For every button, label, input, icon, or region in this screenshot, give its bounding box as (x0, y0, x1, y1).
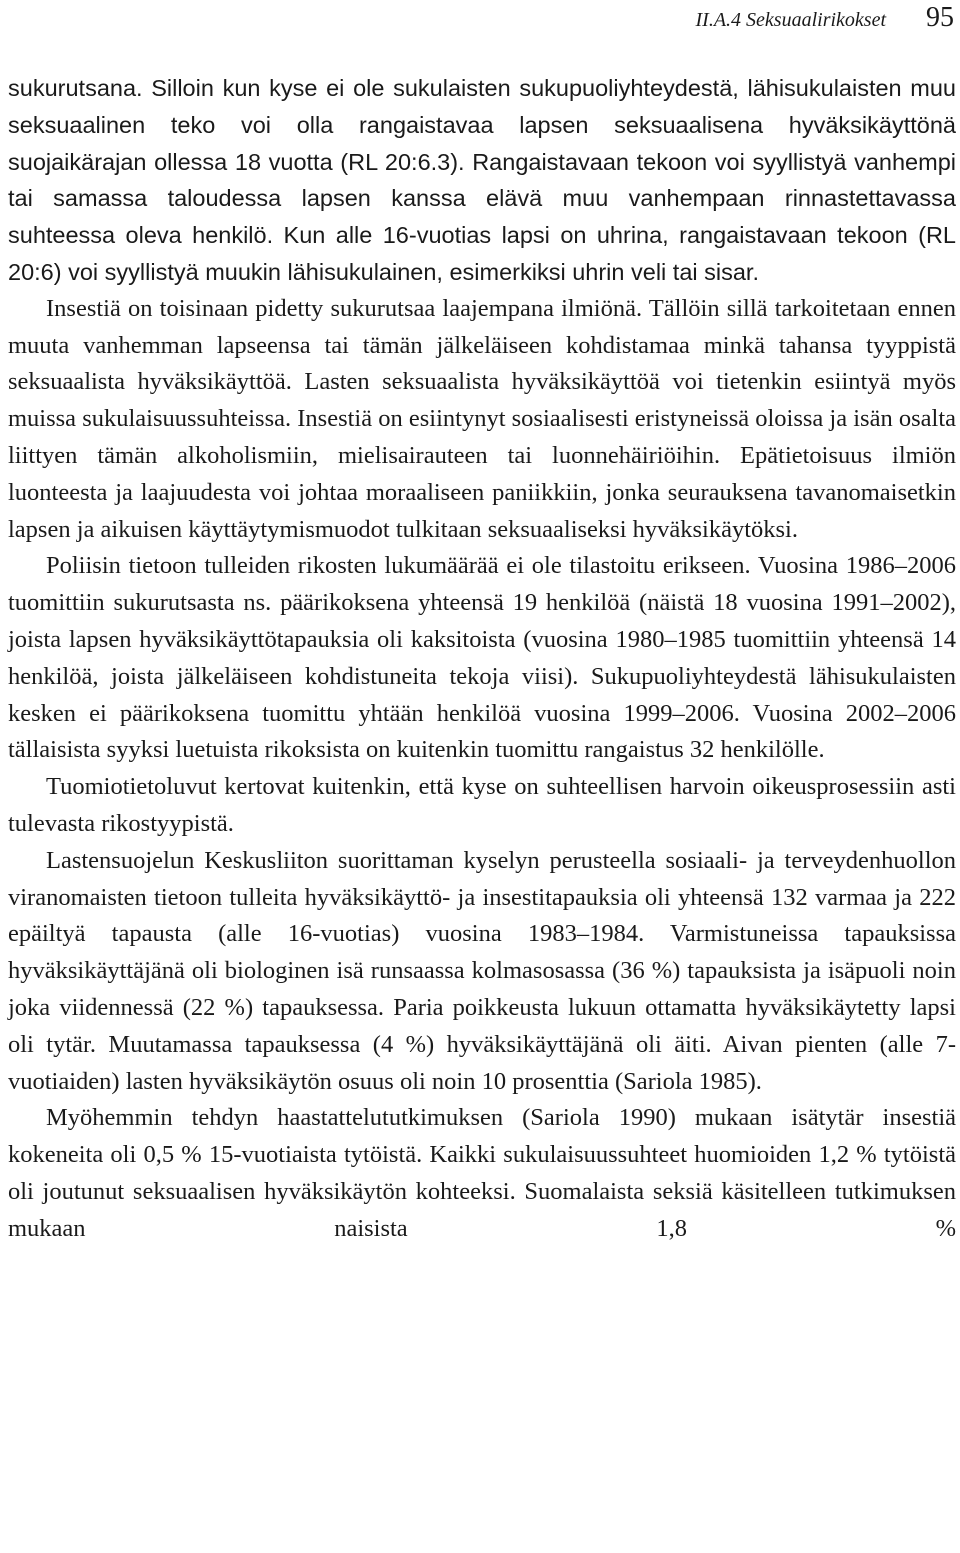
paragraph-insesti: Insestiä on toisinaan pidetty sukurutsaa laajempana ilmiönä. Tällöin sillä tarkoitetaan ennen muuta vanhemman lapseensa tai tämän jälkeläiseen kohdistamaa minkä tahansa tyyppistä seksuaalista hyväksikäyttöä. Lasten seksuaalista hyväksikäyttöä voi tietenkin esiintyä myös muissa sukulaisuussuhteissa. Insestiä on esiintynyt sosiaalisesti eristyneissä oloissa ja isän osalta liittyen tämän alkoholismiin, mielisairauteen tai luonnehäiriöihin. Epätietoisuus ilmiön luonteesta ja laajuudesta voi johtaa moraaliseen paniikkiin, jonka seurauksena tavanomaisetkin lapsen ja aikuisen käyttäytymismuodot tulkitaan seksuaaliseksi hyväksikäytöksi. (8, 294, 956, 543)
paragraph-lastensuojelun-keskusliitto: Lastensuojelun Keskusliiton suorittaman kyselyn perusteella sosiaali- ja terveydenhuollon viranomaisten tietoon tulleita hyväksikäyttö- ja insestitapauksia oli yhteensä 132 varmaa ja 222 epäiltyä tapausta (alle 16-vuotias) vuosina 1983–1984. Varmistuneissa tapauksissa hyväksikäyttäjänä oli biologinen isä runsaassa kolmasosassa (36 %) tapauksista ja isäpuoli noin joka viidennessä (22 %) tapauksessa. Paria poikkeusta lukuun ottamatta hyväksikäytetty lapsi oli tytär. Muutamassa tapauksessa (4 %) hyväksikäyttäjänä oli äiti. Aivan pienten (alle 7-vuotiaiden) lasten hyväksikäytön osuus oli noin 10 prosenttia (Sariola 1985). (8, 846, 956, 1095)
section-title: II.A.4 Seksuaalirikokset (695, 9, 886, 31)
paragraph-haastattelututkimus: Myöhemmin tehdyn haastattelututkimuksen (Sariola 1990) mukaan isätytär insestiä kokeneita oli 0,5 % 15-vuotiaista tytöistä. Kaikki sukulaisuussuhteet huomioiden 1,2 % tytöistä oli joutunut seksuaalisen hyväksikäytön kohteeksi. Suomalaista seksiä käsitelleen tutkimuksen mukaan naisista 1,8 % (8, 1104, 956, 1242)
page-number: 95 (926, 2, 954, 33)
running-header (696, 2, 955, 36)
paragraph-poliisin-tietoon: Poliisin tietoon tulleiden rikosten lukumäärää ei ole tilastoitu erikseen. Vuosina 1986–2006 tuomittiin sukurutsasta ns. päärikoksena yhteensä 19 henkilöä (näistä 18 vuosina 1991–2002), joista lapsen hyväksikäyttötapauksia oli kaksitoista (vuosina 1980–1985 tuomittiin yhteensä 14 henkilöä, joista jälkeläiseen kohdistuneita tekoja viisi). Sukupuoliyhteydestä lähisukulaisten kesken ei päärikoksena tuomittu yhtään henkilöä vuosina 1999–2006. Vuosina 2002–2006 tällaisista syyksi luetuista rikoksista on kuitenkin tuomittu rangaistus 32 henkilölle. (8, 552, 956, 764)
paragraph-sukurutsa-continuation: sukurutsana. Silloin kun kyse ei ole sukulaisten sukupuoliyhteydestä, lähisukulaisten muu seksuaalinen teko voi olla rangaistavaa lapsen seksuaalisena hyväksikäyttönä suojaikärajan ollessa 18 vuotta (RL 20:6.3). Rangaistavaan tekoon voi syyllistyä vanhempi tai samassa taloudessa lapsen kanssa elävä muu vanhempaan rinnastettavassa suhteessa oleva henkilö. Kun alle 16-vuotias lapsi on uhrina, rangaistavaan tekoon (RL 20:6) voi syyllistyä muukin lähisukulainen, esimerkiksi uhrin veli tai sisar. (8, 75, 956, 285)
paragraph-tuomiotietoluvut: Tuomiotietoluvut kertovat kuitenkin, että kyse on suhteellisen harvoin oikeusprosessiin asti tulevasta rikostyypistä. (8, 773, 956, 837)
body-text (8, 70, 956, 1248)
